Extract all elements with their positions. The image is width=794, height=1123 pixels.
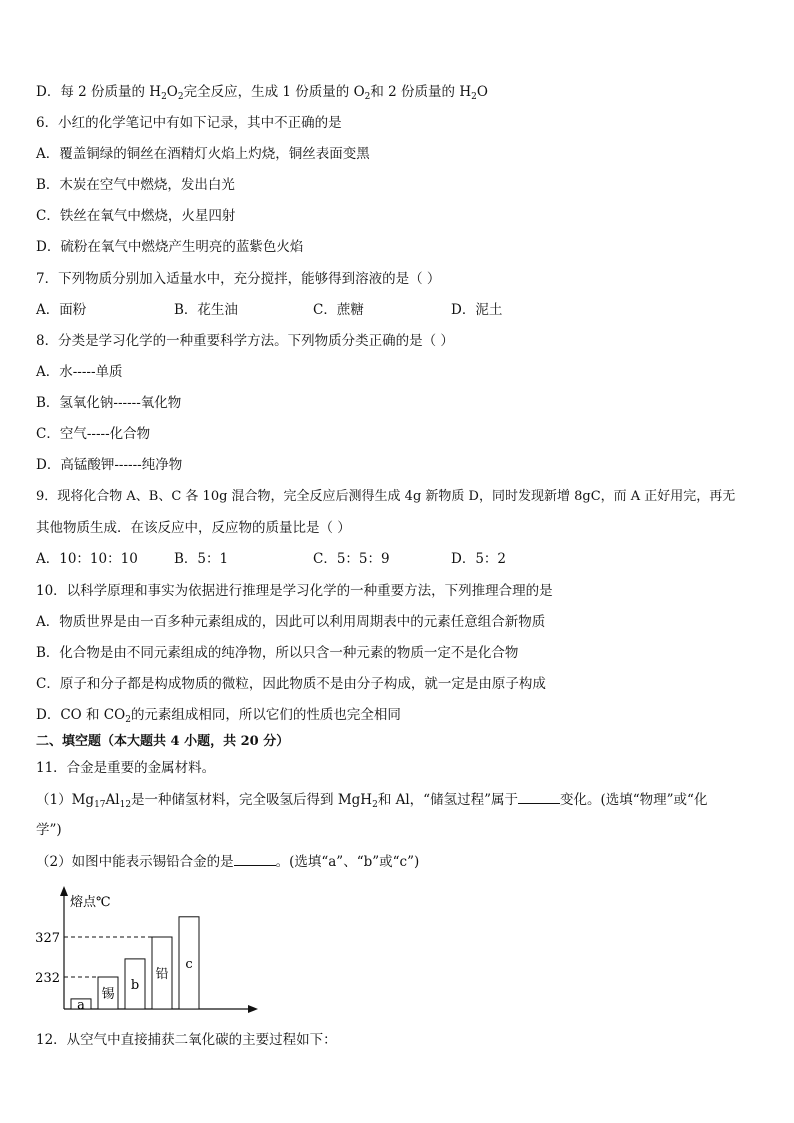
q6-option-b: B．木炭在空气中燃烧，发出白光	[36, 177, 235, 193]
q11-stem: 11．合金是重要的金属材料。	[36, 760, 216, 776]
q9-option-b: B．5：1	[174, 551, 229, 567]
bar-label: b	[130, 977, 140, 993]
bar-label: a	[77, 997, 85, 1013]
q8-option-a: A．水-----单质	[36, 364, 123, 380]
q9-option-a: A．10：10：10	[36, 551, 138, 567]
q7-option-a: A．面粉	[36, 302, 87, 318]
y-tick-label: 327	[35, 931, 60, 946]
q8-option-d: D．高锰酸钾------纯净物	[36, 457, 183, 473]
q6-option-a: A．覆盖铜绿的铜丝在酒精灯火焰上灼烧，铜丝表面变黑	[36, 146, 370, 162]
y-axis-arrow	[60, 886, 68, 896]
bar-label: c	[185, 956, 193, 972]
q9-option-d: D．5：2	[451, 551, 507, 567]
q6-option-d: D．硫粉在氧气中燃烧产生明亮的蓝紫色火焰	[36, 239, 304, 255]
q7-option-c: C．蔗糖	[313, 302, 364, 318]
q10-option-d: D．CO 和 $CO_2$的元素组成相同，所以它们的性质也完全相同	[36, 707, 401, 725]
y-axis-label: 熔点℃	[70, 895, 111, 910]
answer-blank-1[interactable]	[518, 791, 560, 804]
q6-stem: 6．小红的化学笔记中有如下记录，其中不正确的是	[36, 115, 342, 131]
q6-option-c: C．铁丝在氧气中燃烧，火星四射	[36, 208, 236, 224]
q9-stem-line2: 其他物质生成．在该反应中，反应物的质量比是（ ）	[36, 520, 351, 536]
q11-part2: （2）如图中能表示锡铅合金的是 。(选填“a”、“b”或“c”)	[36, 854, 420, 870]
q8-option-b: B．氢氧化钠------氧化物	[36, 395, 182, 411]
q8-option-c: C．空气-----化合物	[36, 426, 151, 442]
q10-stem: 10．以科学原理和事实为依据进行推理是学习化学的一种重要方法，下列推理合理的是	[36, 583, 553, 599]
q11-part1-cont: 学”)	[36, 822, 62, 838]
bar-label: 铅	[155, 967, 169, 982]
answer-blank-2[interactable]	[234, 853, 276, 866]
q12-stem: 12．从空气中直接捕获二氧化碳的主要过程如下：	[36, 1032, 337, 1048]
q5-option-d: D．每 2 份质量的 $H_2O_2$完全反应，生成 1 份质量的 $O_2$和 2 份质量的 $H_2O$	[36, 84, 488, 102]
melting-point-chart	[30, 880, 270, 1020]
q9-option-c: C．5：5：9	[313, 551, 390, 567]
q10-option-c: C．原子和分子都是构成物质的微粒，因此物质不是由分子构成，就一定是由原子构成	[36, 676, 546, 692]
q10-option-b: B．化合物是由不同元素组成的纯净物，所以只含一种元素的物质一定不是化合物	[36, 645, 519, 661]
section-title-fill-in: 二、填空题（本大题共 4 小题，共 20 分）	[36, 734, 290, 749]
bar-label: 锡	[101, 987, 115, 1002]
x-axis-arrow	[248, 1005, 258, 1013]
q7-option-d: D．泥土	[451, 302, 503, 318]
q7-stem: 7．下列物质分别加入适量水中，充分搅拌，能够得到溶液的是（ ）	[36, 271, 441, 287]
q10-option-a: A．物质世界是由一百多种元素组成的，因此可以利用周期表中的元素任意组合新物质	[36, 614, 546, 630]
q11-part1: $(1)Mg_{17}Al_{12}$是一种储氢材料，完全吸氢后得到 MgH$_2$和 Al，“储氢过程”属于 变化。(选填“物理”或“化	[36, 792, 708, 810]
q8-stem: 8．分类是学习化学的一种重要科学方法。下列物质分类正确的是（ ）	[36, 333, 454, 349]
q9-stem-line1: 9．现将化合物 A、B、C 各 10g 混合物，完全反应后测得生成 4g 新物质 D，同时发现新增 8gC，而 A 正好用完，再无	[36, 489, 736, 504]
y-tick-label: 232	[35, 971, 60, 986]
q7-option-b: B．花生油	[174, 302, 238, 318]
